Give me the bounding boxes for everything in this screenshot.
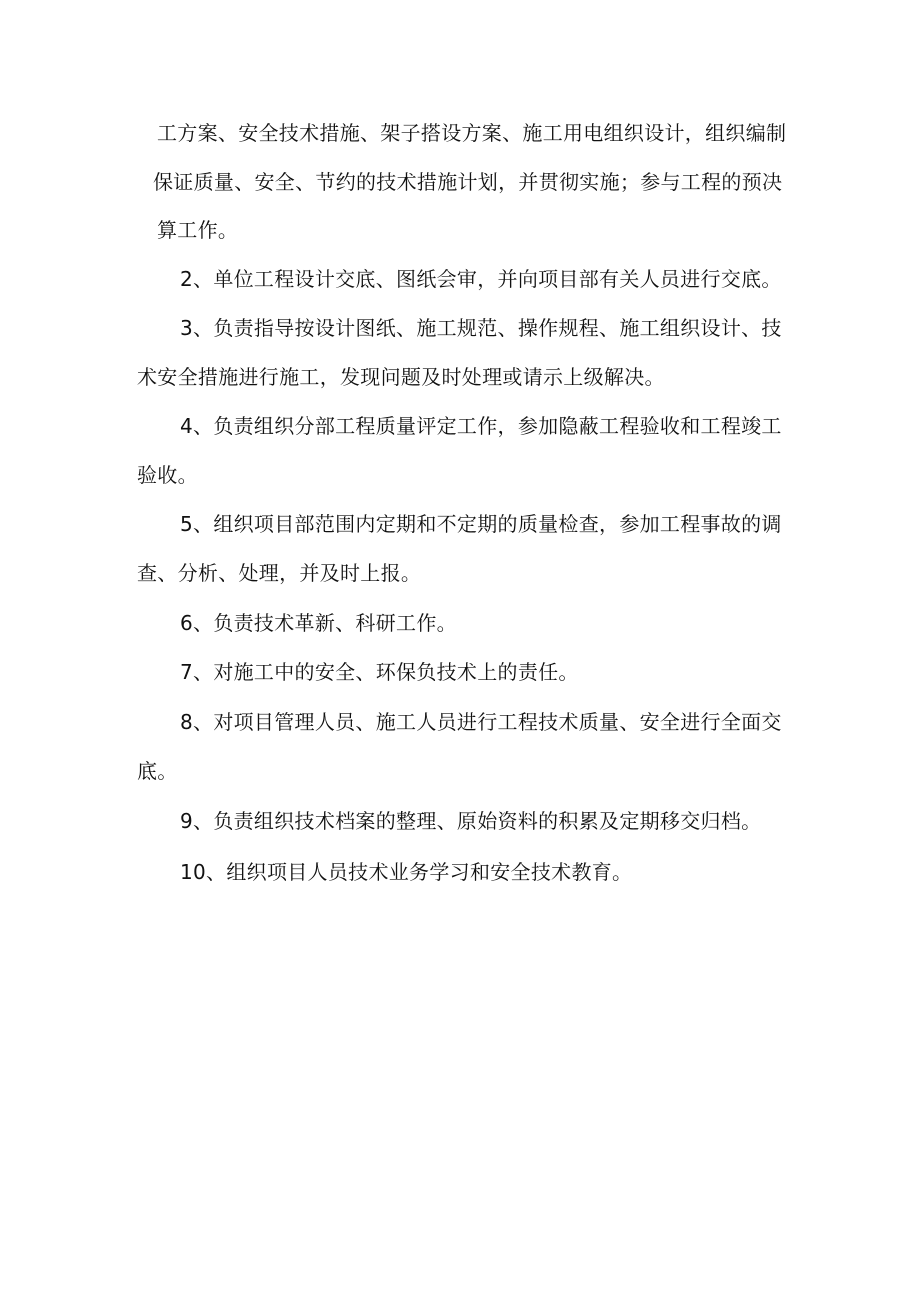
- text-line: 底。: [137, 759, 178, 783]
- text-line: 查、分析、处理，并及时上报。: [137, 561, 422, 585]
- list-item-8: 8、对项目管理人员、施工人员进行工程技术质量、安全进行全面交: [180, 710, 782, 734]
- list-item-9: 9、负责组织技术档案的整理、原始资料的积累及定期移交归档。: [180, 809, 762, 833]
- text-line: 验收。: [137, 463, 198, 487]
- text-line: 工方案、安全技术措施、架子搭设方案、施工用电组织设计，组织编制: [157, 121, 787, 145]
- text-line: 保证质量、安全、节约的技术措施计划，并贯彻实施；参与工程的预决: [153, 170, 783, 194]
- list-item-4: 4、负责组织分部工程质量评定工作，参加隐蔽工程验收和工程竣工: [180, 414, 782, 438]
- list-item-5: 5、组织项目部范围内定期和不定期的质量检查，参加工程事故的调: [180, 512, 782, 536]
- list-item-3: 3、负责指导按设计图纸、施工规范、操作规程、施工组织设计、技: [180, 316, 782, 340]
- text-line: 术安全措施进行施工，发现问题及时处理或请示上级解决。: [137, 365, 665, 389]
- list-item-10: 10、组织项目人员技术业务学习和安全技术教育。: [180, 860, 633, 884]
- text-line: 算工作。: [157, 218, 239, 242]
- list-item-7: 7、对施工中的安全、环保负技术上的责任。: [180, 660, 579, 684]
- list-item-2: 2、单位工程设计交底、图纸会审，并向项目部有关人员进行交底。: [180, 267, 782, 291]
- list-item-6: 6、负责技术革新、科研工作。: [180, 611, 457, 635]
